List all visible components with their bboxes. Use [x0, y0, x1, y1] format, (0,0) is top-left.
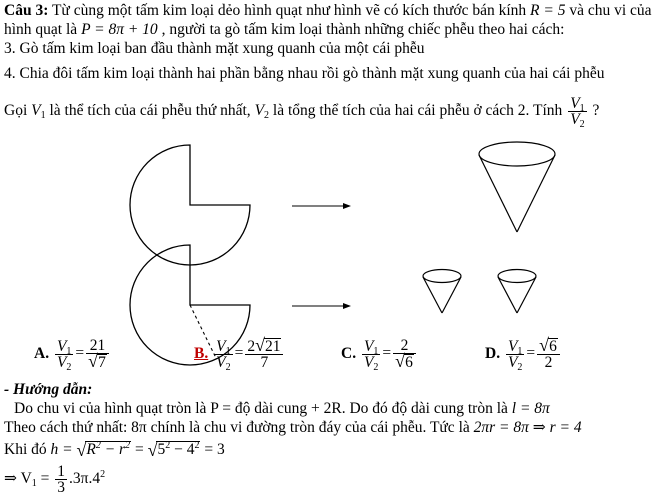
question-mid-1: là thể tích của cái phễu thứ nhất,: [45, 102, 255, 120]
solution-line-3: [4, 441, 225, 459]
b-rhs-den: 7: [260, 354, 269, 371]
sqrt-symbol-1: √: [76, 440, 87, 460]
v1-symbol: V: [31, 102, 41, 120]
answer-a-rhs: [86, 338, 109, 370]
rad1-exp: 2: [95, 440, 101, 451]
a-lhs-v2-sub: 2: [66, 361, 72, 373]
funnel-method-2-right: [498, 270, 536, 314]
answer-b-label: B.: [194, 345, 209, 362]
radius-result-expr: 2πr = 8π ⇒ r = 4: [473, 419, 582, 436]
c-sqrt-symbol: √: [395, 351, 406, 371]
d-lhs-v1: V: [507, 337, 518, 355]
method-1: 3. Gò tấm kim loại ban đầu thành mặt xung quanh của một cái phễu: [4, 40, 425, 57]
frac-v1-sub: 1: [579, 103, 585, 114]
c-lhs-v2-sub: 2: [373, 361, 379, 373]
answer-b-rhs: [245, 335, 283, 371]
arrow-1-head: [343, 203, 351, 209]
problem-text-1: Từ cùng một tấm kim loại dẻo hình quạt như hình vẽ có kích thước bán kính: [48, 2, 531, 19]
question-mid-2: là tổng thể tích của hai cái phễu ở cách 2. Tính: [269, 102, 567, 120]
a-lhs-v1-sub: 1: [66, 345, 72, 357]
rad1-r: R: [86, 441, 96, 458]
method-2: 4. Chia đôi tấm kim loại thành hai phần bằng nhau rồi gò thành mặt xung quanh của hai cái phễu: [4, 65, 605, 82]
solution-line-1: [14, 400, 550, 418]
arrow-2-head: [343, 303, 351, 309]
answer-b-lhs: [214, 337, 232, 373]
answer-d-label: D.: [485, 345, 501, 362]
perimeter-expr: P = 8π + 10: [81, 21, 158, 38]
arc-length-expr: l = 8π: [511, 400, 550, 417]
rad2-base: 5: [157, 441, 166, 458]
d-lhs-v2: V: [507, 353, 518, 371]
d-lhs-v1-sub: 1: [517, 345, 523, 357]
v1-calc-tail: .3π.4: [69, 470, 101, 487]
answer-d-rhs: [537, 335, 560, 371]
v1-calc-sub: 1: [31, 478, 37, 489]
d-sqrt-symbol: √: [539, 335, 550, 355]
d-rhs-den: 2: [544, 354, 553, 371]
v2-symbol: V: [254, 102, 265, 120]
v1-sub: 1: [40, 110, 46, 122]
rad1-exp2: 2: [125, 440, 131, 451]
radius-expr: R = 5: [530, 2, 566, 19]
answer-c-label: C.: [341, 345, 357, 362]
c-lhs-v1: V: [363, 337, 374, 355]
solution-text-3: Khi đó: [4, 441, 51, 458]
answer-d[interactable]: D. $\frac{V_1}{V_2}$ = $\frac{√6}{2}$: [485, 338, 562, 370]
rad2-mid: − 4: [170, 441, 195, 458]
b-lhs-v1-sub: 1: [225, 345, 231, 357]
b-lhs-v2: V: [216, 353, 226, 371]
frac-den-3: 3: [57, 478, 66, 496]
solution-heading: - Hướng dẫn:: [4, 381, 93, 398]
question-end: ?: [588, 102, 600, 120]
funnel-method-1: [479, 142, 555, 232]
c-lhs-v1-sub: 1: [373, 345, 379, 357]
v2-sub: 2: [264, 110, 270, 122]
frac-v1: V: [570, 95, 580, 112]
v1-calc-exp: 2: [100, 469, 106, 480]
b-rhs-coef: 2: [247, 338, 256, 355]
problem-label: Câu 3:: [4, 2, 49, 19]
rad2-exp: 2: [165, 440, 171, 451]
problem-text-1-tail: và chu vi của: [565, 2, 652, 19]
v1-calc-head: ⇒ V: [4, 470, 32, 487]
frac-v2: V: [570, 111, 580, 128]
a-rhs-den: 7: [98, 354, 106, 371]
answer-c[interactable]: C. $\frac{V_1}{V_2}$ = $\frac{2}{√6}$: [341, 338, 418, 370]
answer-b[interactable]: B. $\frac{V_1}{V_2}$ = $\frac{2√21}{7}$: [194, 338, 285, 370]
answer-c-lhs: [362, 337, 380, 373]
height-lhs: h =: [50, 441, 77, 458]
height-radicand-1: [85, 441, 131, 457]
problem-text-2-tail: , người ta gò tấm kim loại thành những chiếc phễu theo hai cách:: [157, 21, 565, 38]
b-sqrt-symbol: √: [255, 335, 265, 355]
c-lhs-v2: V: [363, 353, 374, 371]
rad1-mid: − r: [100, 441, 126, 458]
answer-d-lhs: [506, 337, 524, 373]
a-rhs-num: 21: [86, 338, 109, 354]
solution-line-2: [4, 419, 582, 437]
b-rhs-rad: 21: [264, 338, 281, 355]
rad2-exp2: 2: [194, 440, 200, 451]
solution-text-2: Theo cách thứ nhất: 8π chính là chu vi đường tròn đáy của cái phễu. Tức là: [4, 419, 474, 436]
v1-calc-eq: =: [36, 470, 54, 487]
problem-text-2-head: hình quạt là: [4, 21, 82, 38]
one-third-fraction: [55, 464, 67, 495]
solution-line-4: [4, 463, 105, 495]
answer-c-rhs: [393, 338, 416, 370]
b-lhs-v2-sub: 2: [225, 361, 231, 373]
answer-a-label: A.: [34, 345, 50, 362]
funnel-method-2-left: [423, 270, 461, 314]
question-head: Gọi: [4, 102, 32, 120]
height-radicand-2: [156, 441, 200, 457]
answer-a[interactable]: A. $\frac{V_1}{V_2}$ = $\frac{21}{√7}$: [34, 338, 111, 370]
frac-v2-sub: 2: [579, 119, 585, 130]
sqrt-symbol-2: √: [147, 440, 158, 460]
c-rhs-num: 2: [393, 338, 416, 354]
height-result: = 3: [200, 441, 225, 458]
a-lhs-v2: V: [56, 353, 67, 371]
frac-num-1: 1: [57, 462, 66, 480]
a-sqrt-symbol: √: [88, 351, 99, 371]
a-lhs-v1: V: [56, 337, 67, 355]
answer-a-lhs: [55, 337, 73, 373]
d-rhs-rad: 6: [549, 338, 557, 355]
c-rhs-den: 6: [405, 354, 413, 371]
d-lhs-v2-sub: 2: [517, 361, 523, 373]
b-lhs-v1: V: [216, 337, 226, 355]
solution-text-1: Do chu vi của hình quạt tròn là P = độ dài cung + 2R. Do đó độ dài cung tròn là: [14, 400, 512, 417]
height-eq: =: [131, 441, 148, 458]
